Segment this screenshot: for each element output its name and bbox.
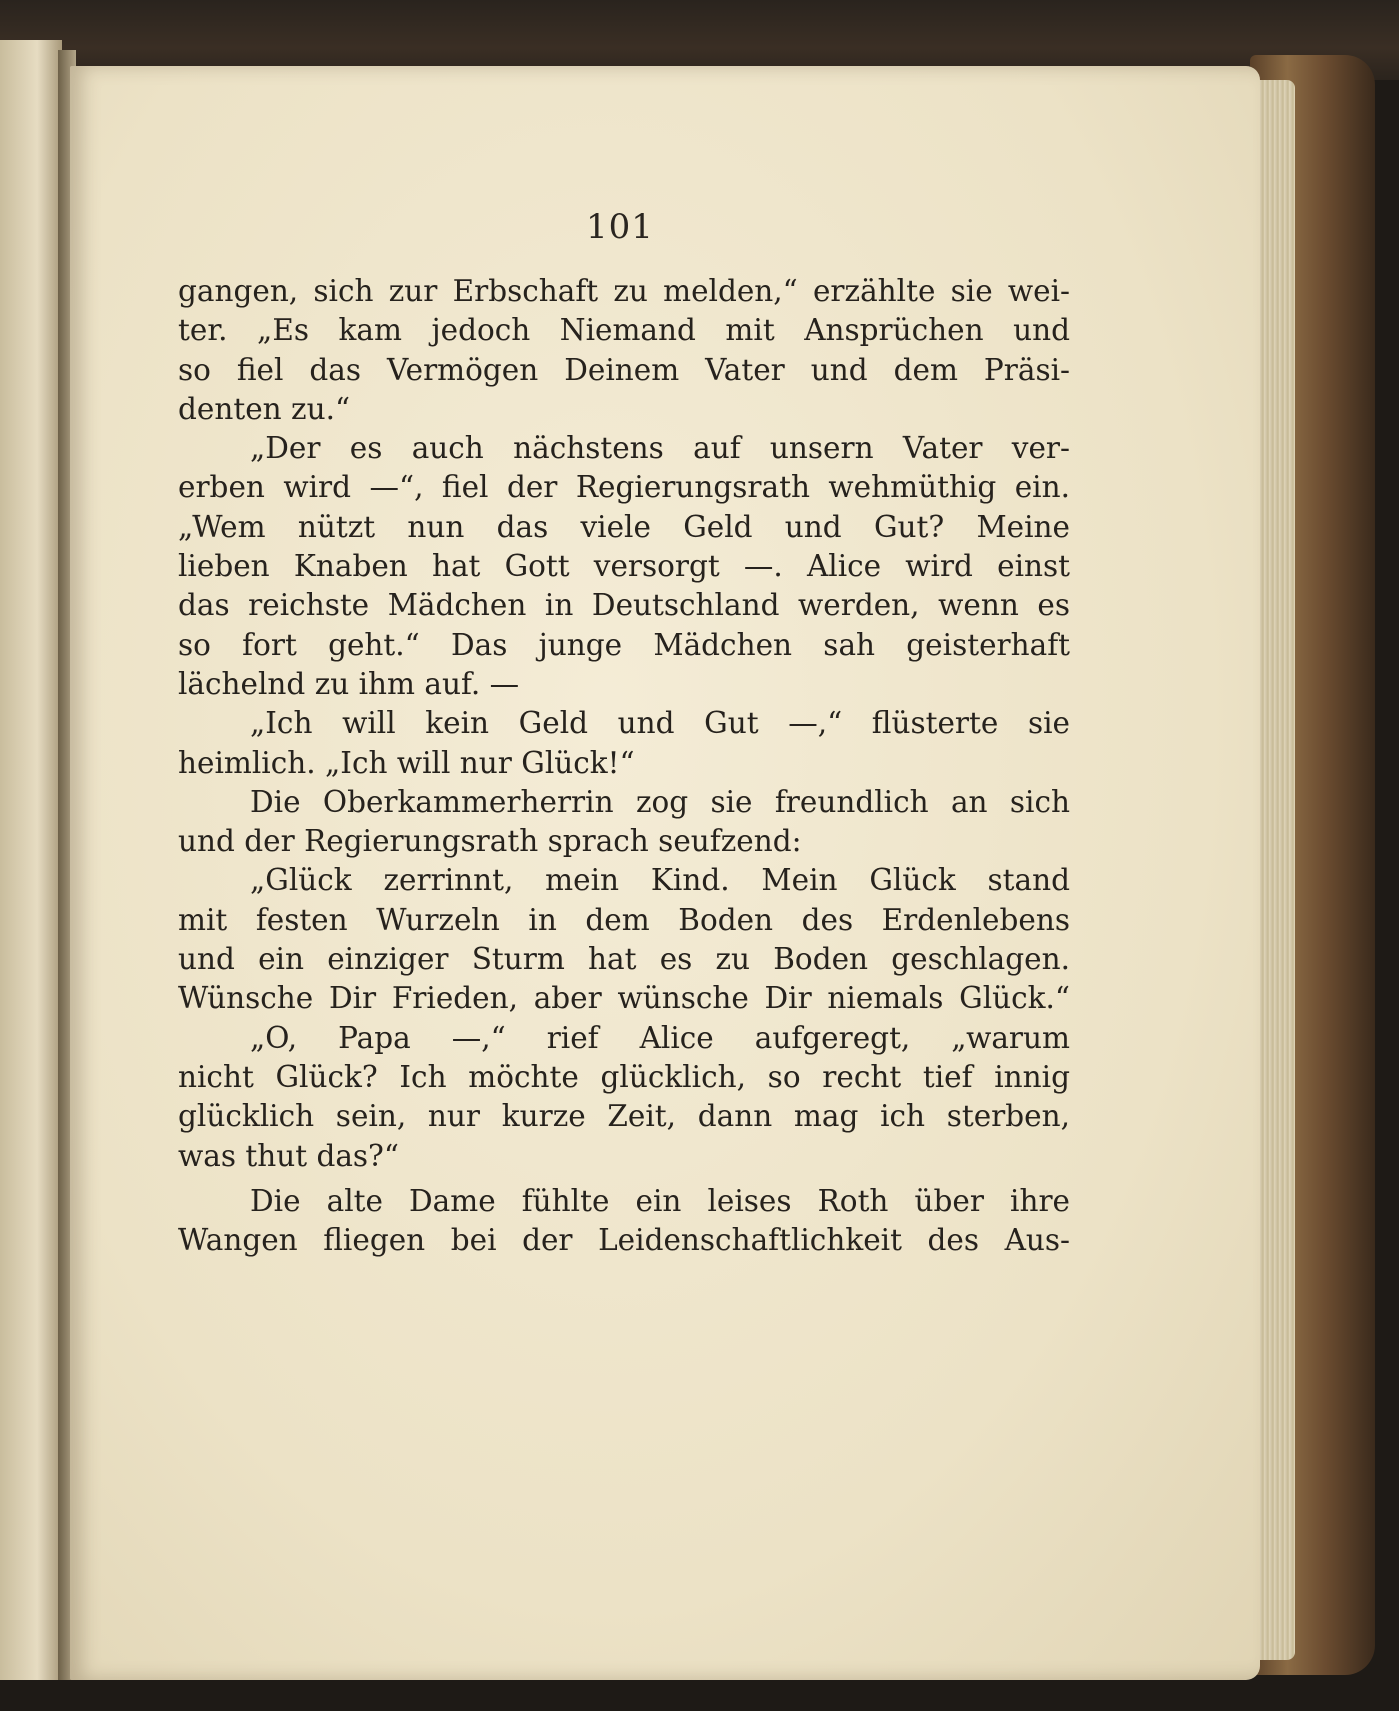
text-line: ter. „Es kam jedoch Niemand mit Ansprüchen und — [178, 313, 1070, 348]
text-line: und der Regierungsrath sprach seufzend: — [178, 824, 802, 859]
text-line: Wünsche Dir Frieden, aber wünsche Dir niemals Glück.“ — [178, 981, 1070, 1016]
text-line: nicht Glück? Ich möchte glücklich, so recht tief innig — [178, 1059, 1070, 1094]
text-line: erben wird —“, fiel der Regierungsrath wehmüthig ein. — [178, 470, 1070, 505]
text-line: so fort geht.“ Das junge Mädchen sah geisterhaft — [178, 627, 1070, 662]
text-line: Die alte Dame fühlte ein leises Roth über ihre — [250, 1183, 1070, 1218]
body-text — [178, 272, 1070, 1260]
text-line: und ein einziger Sturm hat es zu Boden geschlagen. — [178, 942, 1070, 977]
text-line: das reichste Mädchen in Deutschland werden, wenn es — [178, 588, 1070, 623]
text-line: „Ich will kein Geld und Gut —,“ flüsterte sie — [250, 706, 1070, 741]
text-line: lächelnd zu ihm auf. — — [178, 666, 520, 701]
text-line: „Wem nützt nun das viele Geld und Gut? Meine — [178, 509, 1070, 544]
text-line: „Der es auch nächstens auf unsern Vater ver- — [250, 431, 1070, 466]
page-edges — [1255, 80, 1295, 1660]
text-line: mit festen Wurzeln in dem Boden des Erdenlebens — [178, 902, 1070, 937]
text-line: „O, Papa —,“ rief Alice aufgeregt, „warum — [250, 1020, 1070, 1055]
text-line: gangen, sich zur Erbschaft zu melden,“ erzählte sie wei- — [178, 274, 1070, 308]
text-line: Wangen fliegen bei der Leidenschaftlichkeit des Aus- — [178, 1223, 1070, 1258]
text-line: denten zu.“ — [178, 391, 351, 426]
text-line: was thut das?“ — [178, 1138, 399, 1173]
text-line: „Glück zerrinnt, mein Kind. Mein Glück stand — [250, 863, 1070, 898]
text-line: Die Oberkammerherrin zog sie freundlich an sich — [250, 784, 1070, 819]
text-line: lieben Knaben hat Gott versorgt —. Alice wird einst — [178, 549, 1070, 584]
page-number: 101 — [586, 207, 654, 247]
facing-page-edge — [0, 40, 62, 1680]
text-line: so fiel das Vermögen Deinem Vater und dem Präsi- — [178, 352, 1070, 387]
text-line: glücklich sein, nur kurze Zeit, dann mag ich sterben, — [178, 1099, 1070, 1134]
text-line: heimlich. „Ich will nur Glück!“ — [178, 745, 635, 780]
